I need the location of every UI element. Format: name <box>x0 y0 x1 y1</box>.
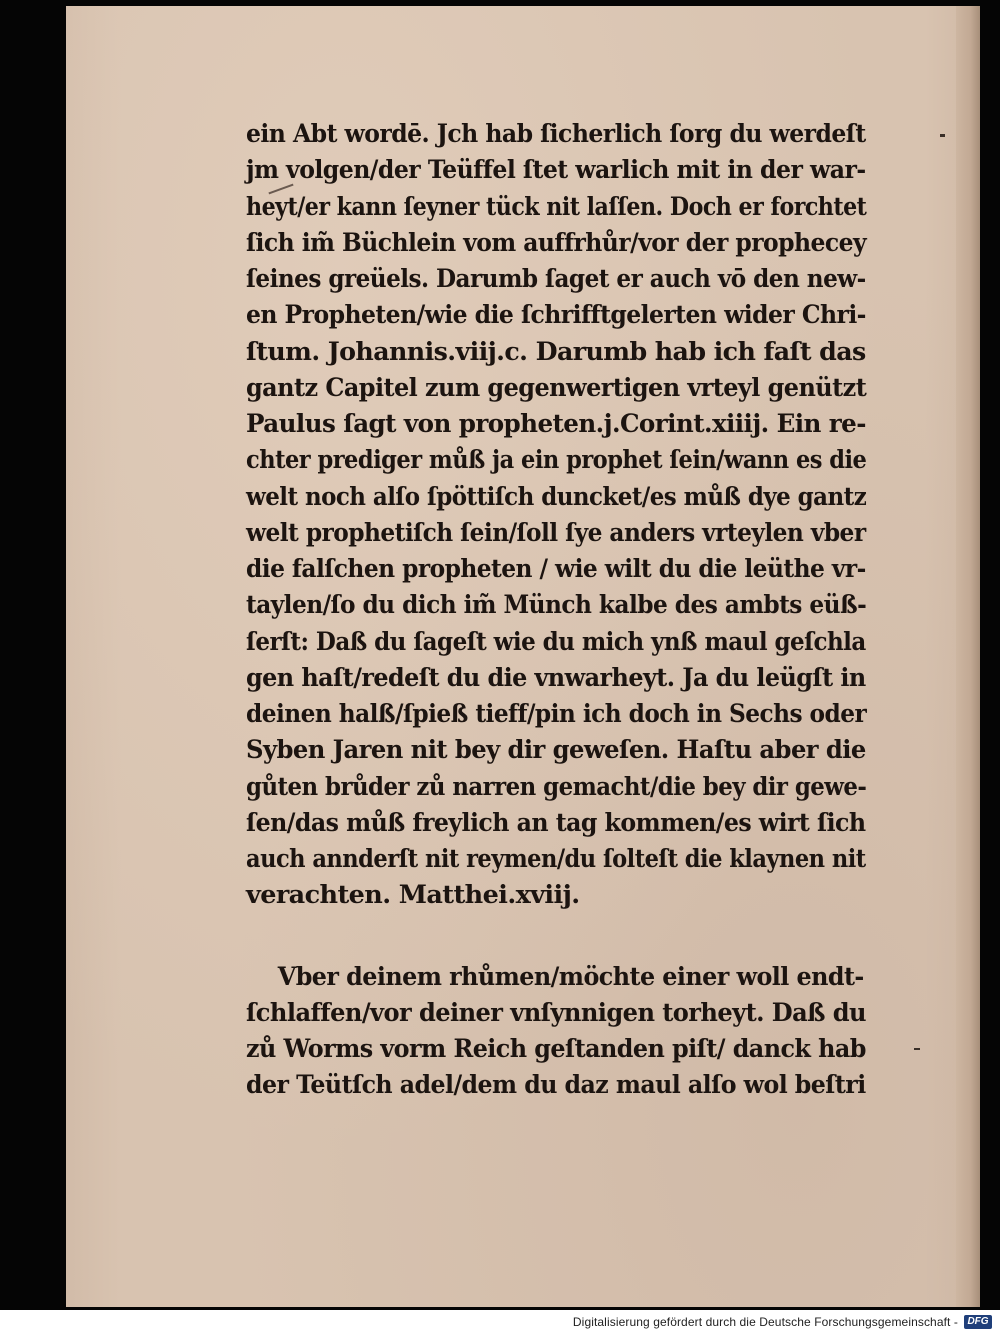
text-line: deinen halß/ſpieß tieff/pin ich doch in Sechs oder <box>246 699 867 729</box>
paragraph-gap <box>246 914 866 959</box>
text-line: ſeines greüels. Darumb ſaget er auch vō den new- <box>246 264 866 294</box>
text-line: ſich im̃ Büchlein vom auffrhůr/vor der prophecey <box>246 227 867 258</box>
footer-credit: Digitalisierung gefördert durch die Deutsche Forschungsgemeinschaft - <box>572 1315 958 1329</box>
text-line: ſen/das můß freylich an tag kommen/es wirt ſich <box>246 807 866 838</box>
text-block <box>246 116 866 1104</box>
paragraph-2 <box>246 959 866 1104</box>
paragraph-1 <box>246 116 866 914</box>
text-line: chter prediger můß ja ein prophet ſein/wann es die <box>246 445 867 476</box>
text-line: jm volgen/der Teüffel ſtet warlich mit in der war- <box>246 155 866 186</box>
text-line: en Propheten/wie die ſchrifftgelerten wider Chri- <box>246 300 866 331</box>
text-line: Paulus ſagt von propheten.j.Corint.xiiij. Ein re- <box>246 409 866 439</box>
ink-mark <box>914 1048 920 1050</box>
text-line: ein Abt wordē. Jch hab ſicherlich ſorg du werdeſt <box>246 119 866 149</box>
text-line: Syben Jaren nit bey dir geweſen. Haſtu aber die <box>246 735 866 766</box>
text-line: gen haſt/redeſt du die vnwarheyt. Ja du leügſt in <box>246 662 866 693</box>
text-line: ſchlaffen/vor deiner vnſynnigen torheyt. Daß du <box>246 997 866 1028</box>
text-line: ſtum. Johannis.viij.c. Darumb hab ich faſt das <box>246 336 866 367</box>
text-line: verachten. Matthei.xviij. <box>246 880 580 911</box>
text-line: der Teütſch adel/dem du daz maul alſo wol beſtri <box>246 1070 866 1101</box>
text-line: ſerſt: Daß du ſageſt wie du mich ynß maul geſchla <box>246 626 866 657</box>
page-edge <box>956 6 980 1307</box>
text-line: zů Worms vorm Reich geſtanden piſt/ danck hab <box>246 1034 866 1064</box>
dfg-logo: DFG <box>964 1315 992 1329</box>
text-line: heyt/er kann ſeyner tück nit laſſen. Doch er forchtet <box>246 191 867 222</box>
text-line: taylen/ſo du dich im̃ Münch kalbe des ambts eüß- <box>246 590 867 621</box>
text-line: auch annderſt nit reymen/du ſolteſt die klaynen nit <box>246 844 866 874</box>
text-line: welt noch alſo ſpöttiſch duncket/es můß dye gantz <box>246 481 867 512</box>
text-line: die falſchen propheten / wie wilt du die leüthe vr- <box>246 554 866 584</box>
text-line: Vber deinem rhůmen/möchte einer woll endt- <box>277 961 864 992</box>
text-line: welt prophetiſch ſein/ſoll ſye anders vrteylen vber <box>246 517 866 548</box>
text-line: gantz Capitel zum gegenwertigen vrteyl genützt <box>246 372 867 403</box>
footer-bar <box>0 1310 1000 1335</box>
text-line: gůten brůder zů narren gemacht/die bey dir gewe- <box>246 771 867 802</box>
ink-mark <box>940 134 945 137</box>
